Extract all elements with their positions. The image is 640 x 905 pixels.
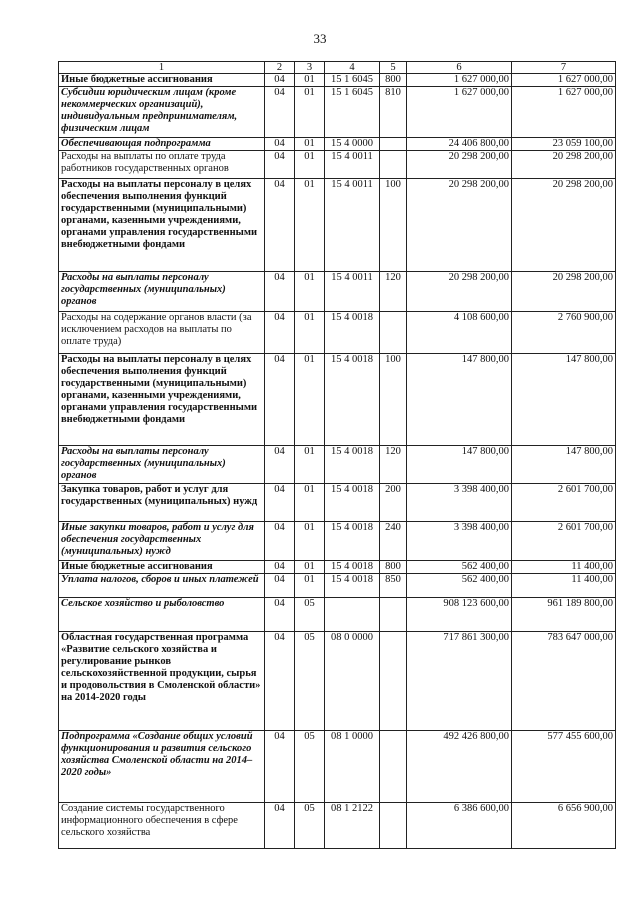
row-expense-type: 100 <box>380 354 407 446</box>
table-row <box>59 446 616 484</box>
row-target-code <box>325 598 380 632</box>
row-name: Расходы на выплаты персоналу государственных (муниципальных) органов <box>59 446 265 484</box>
row-name: Обеспечивающая подпрограмма <box>59 138 265 151</box>
row-name: Иные бюджетные ассигнования <box>59 561 265 574</box>
row-expense-type <box>380 151 407 179</box>
row-expense-type: 800 <box>380 74 407 87</box>
row-name: Создание системы государственного информационного обеспечения в сфере сельского хозяйства <box>59 803 265 849</box>
table-row <box>59 272 616 312</box>
row-name: Субсидии юридическим лицам (кроме некоммерческих организаций), индивидуальным предпринимателям, физическим лицам <box>59 87 265 138</box>
row-amount-col7: 20 298 200,00 <box>512 179 616 272</box>
row-name: Подпрограмма «Создание общих условий функционирования и развития сельского хозяйства Смоленской области на 2014–2020 годы» <box>59 731 265 803</box>
row-amount-col6: 20 298 200,00 <box>407 272 512 312</box>
row-amount-col6: 3 398 400,00 <box>407 522 512 561</box>
table-row <box>59 354 616 446</box>
row-target-code: 15 4 0000 <box>325 138 380 151</box>
row-expense-type: 850 <box>380 574 407 598</box>
row-subsection: 01 <box>295 522 325 561</box>
row-expense-type: 240 <box>380 522 407 561</box>
table-row <box>59 561 616 574</box>
row-amount-col6: 20 298 200,00 <box>407 179 512 272</box>
row-amount-col7: 147 800,00 <box>512 446 616 484</box>
row-name: Иные закупки товаров, работ и услуг для обеспечения государственных (муниципальных) нужд <box>59 522 265 561</box>
header-cell: 4 <box>325 62 380 74</box>
row-amount-col7: 23 059 100,00 <box>512 138 616 151</box>
row-name: Расходы на содержание органов власти (за исключением расходов на выплаты по оплате труда) <box>59 312 265 354</box>
row-name: Расходы на выплаты по оплате труда работников государственных органов <box>59 151 265 179</box>
row-amount-col7: 1 627 000,00 <box>512 87 616 138</box>
row-amount-col7: 1 627 000,00 <box>512 74 616 87</box>
row-target-code: 15 4 0018 <box>325 561 380 574</box>
row-section: 04 <box>265 179 295 272</box>
row-subsection: 01 <box>295 272 325 312</box>
row-subsection: 05 <box>295 632 325 731</box>
row-target-code: 15 4 0011 <box>325 272 380 312</box>
row-subsection: 01 <box>295 446 325 484</box>
row-amount-col6: 147 800,00 <box>407 446 512 484</box>
row-target-code: 15 4 0018 <box>325 574 380 598</box>
row-target-code: 15 4 0018 <box>325 354 380 446</box>
table-row <box>59 74 616 87</box>
page-number: 33 <box>313 31 327 46</box>
row-amount-col6: 562 400,00 <box>407 561 512 574</box>
row-section: 04 <box>265 632 295 731</box>
row-subsection: 01 <box>295 574 325 598</box>
row-section: 04 <box>265 731 295 803</box>
row-amount-col7: 783 647 000,00 <box>512 632 616 731</box>
row-section: 04 <box>265 354 295 446</box>
table-row <box>59 138 616 151</box>
row-expense-type <box>380 312 407 354</box>
row-name: Расходы на выплаты персоналу в целях обеспечения выполнения функций государственными (муниципальными) органами, казенными учреждениями, органами управления государственными внебюджетными фондами <box>59 179 265 272</box>
row-amount-col6: 492 426 800,00 <box>407 731 512 803</box>
row-subsection: 01 <box>295 138 325 151</box>
row-subsection: 01 <box>295 151 325 179</box>
header-cell: 2 <box>265 62 295 74</box>
header-cell: 3 <box>295 62 325 74</box>
table-row <box>59 151 616 179</box>
row-name: Областная государственная программа «Развитие сельского хозяйства и регулирование рынков сельскохозяйственной продукции, сырья и продовольствия в Смоленской области» на 2014-2020 годы <box>59 632 265 731</box>
row-amount-col6: 4 108 600,00 <box>407 312 512 354</box>
row-subsection: 05 <box>295 598 325 632</box>
row-amount-col7: 11 400,00 <box>512 574 616 598</box>
header-cell: 6 <box>407 62 512 74</box>
row-section: 04 <box>265 87 295 138</box>
row-subsection: 01 <box>295 179 325 272</box>
row-section: 04 <box>265 484 295 522</box>
table-header-row <box>59 62 616 74</box>
row-amount-col6: 717 861 300,00 <box>407 632 512 731</box>
row-amount-col7: 961 189 800,00 <box>512 598 616 632</box>
table-row <box>59 484 616 522</box>
row-amount-col7: 2 601 700,00 <box>512 522 616 561</box>
row-target-code: 08 0 0000 <box>325 632 380 731</box>
row-section: 04 <box>265 598 295 632</box>
row-expense-type <box>380 731 407 803</box>
table-row <box>59 87 616 138</box>
row-section: 04 <box>265 138 295 151</box>
table-row <box>59 731 616 803</box>
row-name: Уплата налогов, сборов и иных платежей <box>59 574 265 598</box>
row-target-code: 15 4 0018 <box>325 522 380 561</box>
row-section: 04 <box>265 574 295 598</box>
table-row <box>59 598 616 632</box>
row-amount-col7: 147 800,00 <box>512 354 616 446</box>
row-subsection: 01 <box>295 74 325 87</box>
row-subsection: 01 <box>295 312 325 354</box>
table-row <box>59 803 616 849</box>
row-expense-type <box>380 138 407 151</box>
table-row <box>59 312 616 354</box>
row-amount-col7: 2 601 700,00 <box>512 484 616 522</box>
row-expense-type: 800 <box>380 561 407 574</box>
row-section: 04 <box>265 561 295 574</box>
row-expense-type <box>380 803 407 849</box>
row-target-code: 15 4 0011 <box>325 179 380 272</box>
row-amount-col6: 3 398 400,00 <box>407 484 512 522</box>
row-subsection: 01 <box>295 484 325 522</box>
row-amount-col6: 562 400,00 <box>407 574 512 598</box>
row-amount-col6: 147 800,00 <box>407 354 512 446</box>
row-subsection: 01 <box>295 354 325 446</box>
row-name: Закупка товаров, работ и услуг для государственных (муниципальных) нужд <box>59 484 265 522</box>
row-section: 04 <box>265 312 295 354</box>
row-name: Расходы на выплаты персоналу в целях обеспечения выполнения функций государственными (муниципальными) органами, казенными учреждениями, органами управления государственными внебюджетными фондами <box>59 354 265 446</box>
budget-table <box>58 61 616 849</box>
row-expense-type: 200 <box>380 484 407 522</box>
row-target-code: 08 1 0000 <box>325 731 380 803</box>
row-subsection: 01 <box>295 561 325 574</box>
row-target-code: 15 1 6045 <box>325 87 380 138</box>
table-row <box>59 574 616 598</box>
header-cell: 1 <box>59 62 265 74</box>
row-target-code: 15 4 0018 <box>325 484 380 522</box>
row-amount-col7: 20 298 200,00 <box>512 272 616 312</box>
table-row <box>59 632 616 731</box>
header-cell: 5 <box>380 62 407 74</box>
row-amount-col6: 6 386 600,00 <box>407 803 512 849</box>
row-subsection: 01 <box>295 87 325 138</box>
row-amount-col6: 1 627 000,00 <box>407 74 512 87</box>
row-amount-col7: 577 455 600,00 <box>512 731 616 803</box>
row-amount-col6: 1 627 000,00 <box>407 87 512 138</box>
row-section: 04 <box>265 74 295 87</box>
table-row <box>59 179 616 272</box>
row-target-code: 15 1 6045 <box>325 74 380 87</box>
row-target-code: 15 4 0011 <box>325 151 380 179</box>
row-expense-type: 810 <box>380 87 407 138</box>
header-cell: 7 <box>512 62 616 74</box>
row-amount-col7: 11 400,00 <box>512 561 616 574</box>
row-target-code: 15 4 0018 <box>325 312 380 354</box>
row-amount-col6: 908 123 600,00 <box>407 598 512 632</box>
row-expense-type: 120 <box>380 272 407 312</box>
row-amount-col6: 20 298 200,00 <box>407 151 512 179</box>
row-amount-col6: 24 406 800,00 <box>407 138 512 151</box>
row-amount-col7: 6 656 900,00 <box>512 803 616 849</box>
row-expense-type: 100 <box>380 179 407 272</box>
row-section: 04 <box>265 522 295 561</box>
row-section: 04 <box>265 272 295 312</box>
row-section: 04 <box>265 446 295 484</box>
row-expense-type: 120 <box>380 446 407 484</box>
row-amount-col7: 20 298 200,00 <box>512 151 616 179</box>
row-target-code: 15 4 0018 <box>325 446 380 484</box>
row-expense-type <box>380 632 407 731</box>
row-amount-col7: 2 760 900,00 <box>512 312 616 354</box>
row-expense-type <box>380 598 407 632</box>
row-name: Сельское хозяйство и рыболовство <box>59 598 265 632</box>
row-section: 04 <box>265 803 295 849</box>
row-name: Расходы на выплаты персоналу государственных (муниципальных) органов <box>59 272 265 312</box>
row-subsection: 05 <box>295 803 325 849</box>
row-name: Иные бюджетные ассигнования <box>59 74 265 87</box>
row-target-code: 08 1 2122 <box>325 803 380 849</box>
row-subsection: 05 <box>295 731 325 803</box>
row-section: 04 <box>265 151 295 179</box>
table-row <box>59 522 616 561</box>
